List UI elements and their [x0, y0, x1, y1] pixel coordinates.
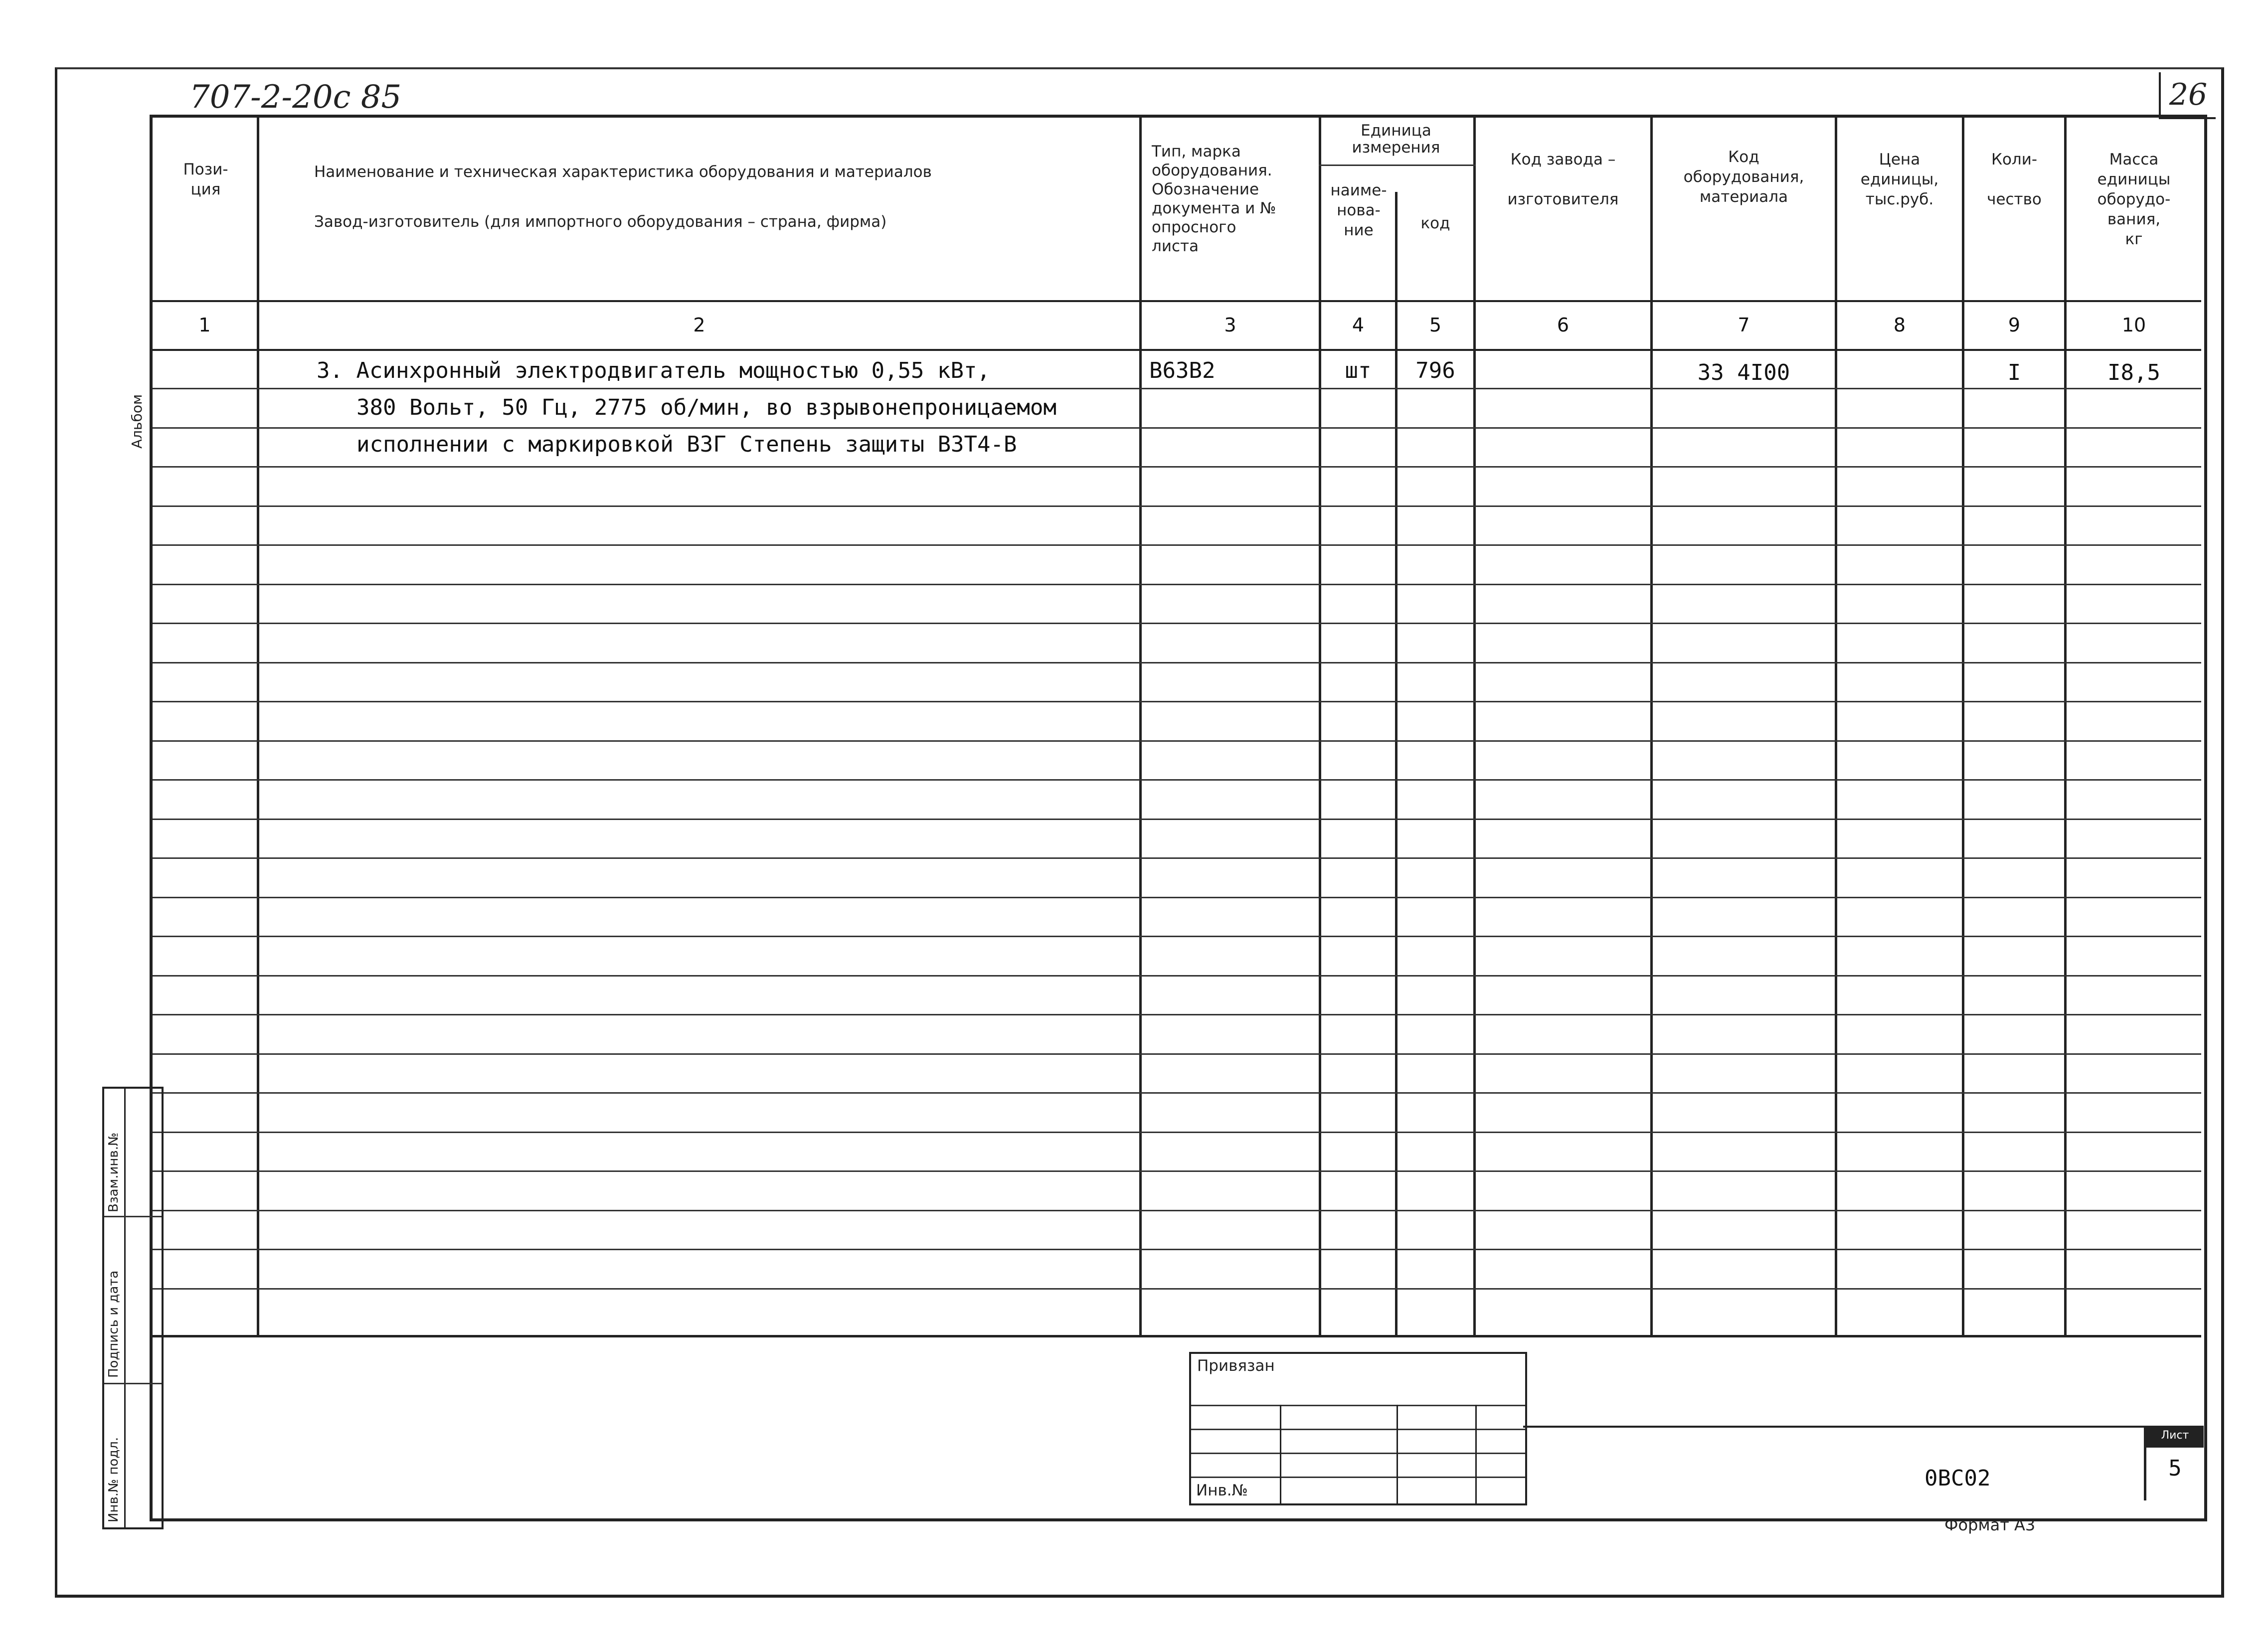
- table-rule-17: [153, 1053, 2201, 1055]
- table-rule-3: [153, 505, 2201, 507]
- table-rule-2: [153, 466, 2201, 468]
- sheet-box-line: [2146, 1446, 2204, 1448]
- table-rule-21: [153, 1210, 2201, 1211]
- binding-label: Привязан: [1197, 1357, 1275, 1375]
- col-number-2: 2: [693, 314, 705, 336]
- table-rule-0: [153, 388, 2201, 389]
- column-number-line: [153, 349, 2201, 351]
- table-rule-7: [153, 662, 2201, 663]
- table-rule-20: [153, 1170, 2201, 1172]
- col-header-quantity: Коли- чество: [1987, 151, 2042, 208]
- col-header-type: Тип, марка оборудования. Обозначение документа и № опросного листа: [1152, 143, 1276, 255]
- col-number-6: 6: [1557, 314, 1570, 336]
- table-rule-12: [153, 857, 2201, 859]
- left-stamp-signature: Подпись и дата: [106, 1270, 121, 1378]
- table-bottom-line: [153, 1335, 2201, 1337]
- col-header-position: Пози- ция: [183, 161, 228, 198]
- table-rule-16: [153, 1014, 2201, 1015]
- document-designation: 0ВС02: [1924, 1466, 1991, 1491]
- table-rule-11: [153, 819, 2201, 820]
- col-header-unit-code: код: [1420, 214, 1450, 232]
- col-number-10: 10: [2121, 314, 2146, 336]
- col-number-7: 7: [1738, 314, 1750, 336]
- left-stamp-line-2: [104, 1383, 162, 1384]
- table-rule-8: [153, 701, 2201, 702]
- unit-group-line: [1319, 165, 1476, 166]
- sheet-box: [2144, 1426, 2204, 1500]
- col-number-9: 9: [2008, 314, 2021, 336]
- row-quantity: I: [2007, 360, 2021, 385]
- table-rule-4: [153, 544, 2201, 546]
- row-type: В63В2: [1149, 358, 1216, 383]
- table-rule-18: [153, 1092, 2201, 1094]
- col-header-factory-code: Код завода – изготовителя: [1507, 151, 1619, 208]
- binding-inv-label: Инв.№: [1196, 1482, 1248, 1499]
- table-rule-13: [153, 897, 2201, 898]
- row-unit-name: шт: [1345, 358, 1372, 383]
- col-header-name-line1: Наименование и техническая характеристика оборудования и материалов: [314, 163, 932, 181]
- page-number: 26: [2169, 77, 2208, 112]
- document-code: 707-2-20с 85: [189, 79, 402, 116]
- left-stamp-line-1: [104, 1216, 162, 1217]
- table-rule-10: [153, 779, 2201, 781]
- row-text-line1: 3. Асинхронный электродвигатель мощностью 0,55 кВт,: [317, 358, 991, 383]
- table-rule-9: [153, 740, 2201, 742]
- table-rule-6: [153, 623, 2201, 624]
- col-header-unit-group: Единица измерения: [1352, 122, 1440, 157]
- binding-vline-1: [1280, 1405, 1281, 1503]
- binding-vline-2: [1396, 1405, 1398, 1503]
- col-number-1: 1: [198, 314, 211, 336]
- col-number-8: 8: [1893, 314, 1906, 336]
- sheet-number: 5: [2168, 1456, 2182, 1481]
- sheet-label: Лист: [2146, 1426, 2204, 1446]
- table-rule-23: [153, 1288, 2201, 1290]
- col-header-unit-name: наиме- нова- ние: [1330, 181, 1387, 239]
- table-rule-15: [153, 975, 2201, 977]
- col-header-material-code: Код оборудования, материала: [1683, 148, 1804, 206]
- binding-block: [1189, 1352, 1527, 1505]
- format-label: Формат А3: [1944, 1515, 2036, 1534]
- left-stamp-replace: Взам.инв.№: [106, 1133, 121, 1212]
- page-number-box: [2159, 72, 2216, 119]
- table-rule-19: [153, 1132, 2201, 1133]
- left-stamp: [102, 1087, 164, 1529]
- col-header-price: Цена единицы, тыс.руб.: [1860, 151, 1939, 208]
- album-label: Альбом: [129, 394, 145, 449]
- row-mass: I8,5: [2107, 360, 2160, 385]
- row-text-line3: исполнении с маркировкой ВЗГ Степень защиты ВЗТ4-В: [356, 432, 1017, 457]
- table-rule-14: [153, 936, 2201, 937]
- left-stamp-inv: Инв.№ подл.: [106, 1437, 121, 1522]
- table-rule-22: [153, 1249, 2201, 1250]
- col-number-5: 5: [1429, 314, 1442, 336]
- row-text-line2: 380 Вольт, 50 Гц, 2775 об/мин, во взрывонепроницаемом: [356, 395, 1056, 420]
- col-number-3: 3: [1224, 314, 1236, 336]
- table-rule-5: [153, 584, 2201, 585]
- col-header-mass: Масса единицы оборудо- вания, кг: [2097, 151, 2171, 248]
- header-bottom-line: [153, 300, 2201, 302]
- title-block-top-line: [1523, 1426, 2201, 1428]
- row-material-code: 33 4I00: [1697, 360, 1790, 385]
- col-header-name-line2: Завод-изготовитель (для импортного оборудования – страна, фирма): [314, 213, 887, 231]
- table-rule-1: [153, 427, 2201, 429]
- col-number-4: 4: [1352, 314, 1365, 336]
- row-unit-code: 796: [1415, 358, 1455, 383]
- binding-vline-3: [1475, 1405, 1477, 1503]
